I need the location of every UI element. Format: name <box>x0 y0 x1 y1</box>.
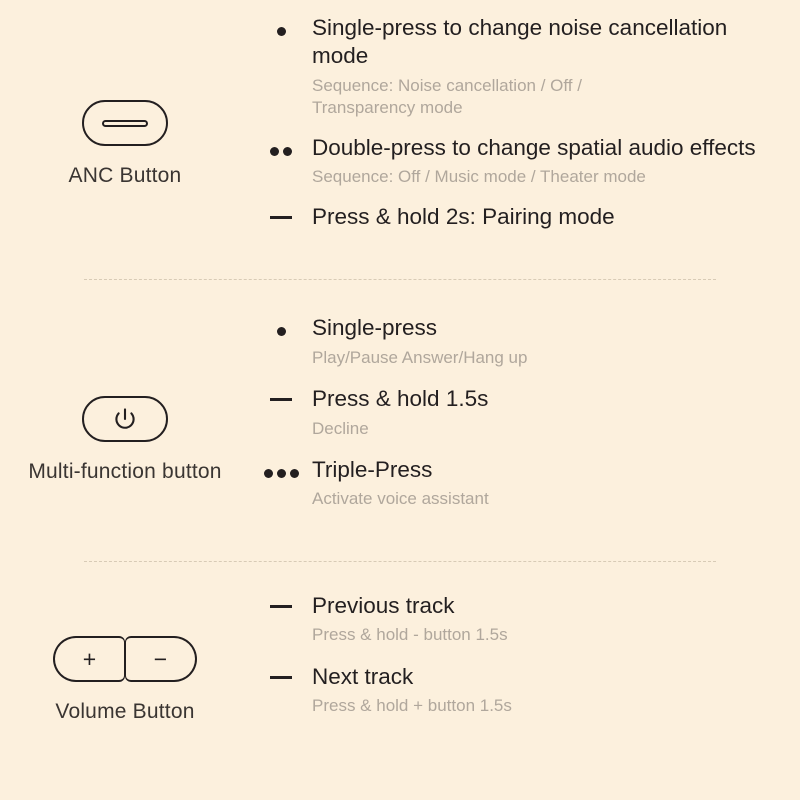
entry-body <box>312 592 776 647</box>
dots-group <box>270 147 292 156</box>
volume-up-key: + <box>53 636 125 682</box>
volume-button-icon <box>53 636 197 682</box>
dot-icon <box>277 327 286 336</box>
anc-text-column <box>250 14 800 245</box>
dots-group <box>277 327 286 336</box>
entry-subtitle: Activate voice assistant <box>312 489 489 509</box>
entry-title: Press & hold 1.5s <box>312 386 489 412</box>
three-dots-marker-icon <box>250 456 312 478</box>
dot-icon <box>277 27 286 36</box>
entry-subtitle: Play/Pause Answer/Hang up <box>312 347 528 367</box>
dash-marker-icon <box>250 385 312 401</box>
list-item <box>250 592 776 647</box>
one-dot-marker-icon <box>250 314 312 336</box>
anc-icon-column <box>0 14 250 189</box>
entry-subtitle: Sequence: Off / Music mode / Theater mode <box>312 167 646 187</box>
entry-subtitle: Decline <box>312 418 369 438</box>
entry-body <box>312 663 776 718</box>
entry-subtitle: Press & hold - button 1.5s <box>312 625 508 645</box>
entry-title: Next track <box>312 664 414 690</box>
multi-function-button-caption: Multi-function button <box>28 460 222 484</box>
section-volume-button <box>0 562 800 734</box>
spacer <box>0 527 800 561</box>
dash-icon <box>270 398 292 401</box>
entry-title: Previous track <box>312 593 455 619</box>
spacer <box>0 245 800 279</box>
entry-title: Double-press to change spatial audio effects <box>312 134 756 160</box>
entry-title: Single-press to change noise cancellation mode <box>312 15 728 69</box>
anc-button-bar-icon <box>102 120 148 127</box>
section-anc-button <box>0 0 800 245</box>
list-item <box>250 456 776 511</box>
dot-icon <box>283 147 292 156</box>
volume-icon-column <box>0 592 250 725</box>
dots-group <box>264 469 299 478</box>
dot-icon <box>264 469 273 478</box>
dash-icon <box>270 605 292 608</box>
list-item <box>250 385 776 440</box>
volume-button-caption: Volume Button <box>55 700 195 724</box>
section-multi-function-button <box>0 280 800 527</box>
dash-marker-icon <box>250 663 312 679</box>
entry-body <box>312 385 776 440</box>
dots-group <box>277 27 286 36</box>
power-glyph-icon <box>112 406 138 432</box>
entry-body <box>312 134 776 189</box>
entry-body <box>312 314 776 369</box>
dot-icon <box>277 469 286 478</box>
list-item <box>250 14 776 120</box>
entry-body <box>312 456 776 511</box>
volume-text-column <box>250 592 800 734</box>
dash-icon <box>270 216 292 219</box>
dash-icon <box>270 676 292 679</box>
dot-icon <box>290 469 299 478</box>
two-dots-marker-icon <box>250 134 312 156</box>
anc-button-icon <box>82 100 168 146</box>
entry-subtitle: Press & hold + button 1.5s <box>312 696 512 716</box>
power-button-icon <box>82 396 168 442</box>
entry-title: Press & hold 2s: Pairing mode <box>312 203 615 229</box>
entry-body <box>312 14 776 120</box>
entry-body <box>312 203 776 231</box>
list-item <box>250 314 776 369</box>
dash-marker-icon <box>250 592 312 608</box>
entry-title: Single-press <box>312 315 438 341</box>
volume-down-key: − <box>125 636 197 682</box>
dot-icon <box>270 147 279 156</box>
list-item <box>250 134 776 189</box>
one-dot-marker-icon <box>250 14 312 36</box>
entry-subtitle: Sequence: Noise cancellation / Off / Transparency mode <box>312 75 582 118</box>
multi-function-text-column <box>250 314 800 527</box>
list-item <box>250 663 776 718</box>
anc-button-caption: ANC Button <box>68 164 182 187</box>
dash-marker-icon <box>250 203 312 219</box>
entry-title: Triple-Press <box>312 457 433 483</box>
list-item <box>250 203 776 231</box>
multi-function-icon-column <box>0 314 250 485</box>
